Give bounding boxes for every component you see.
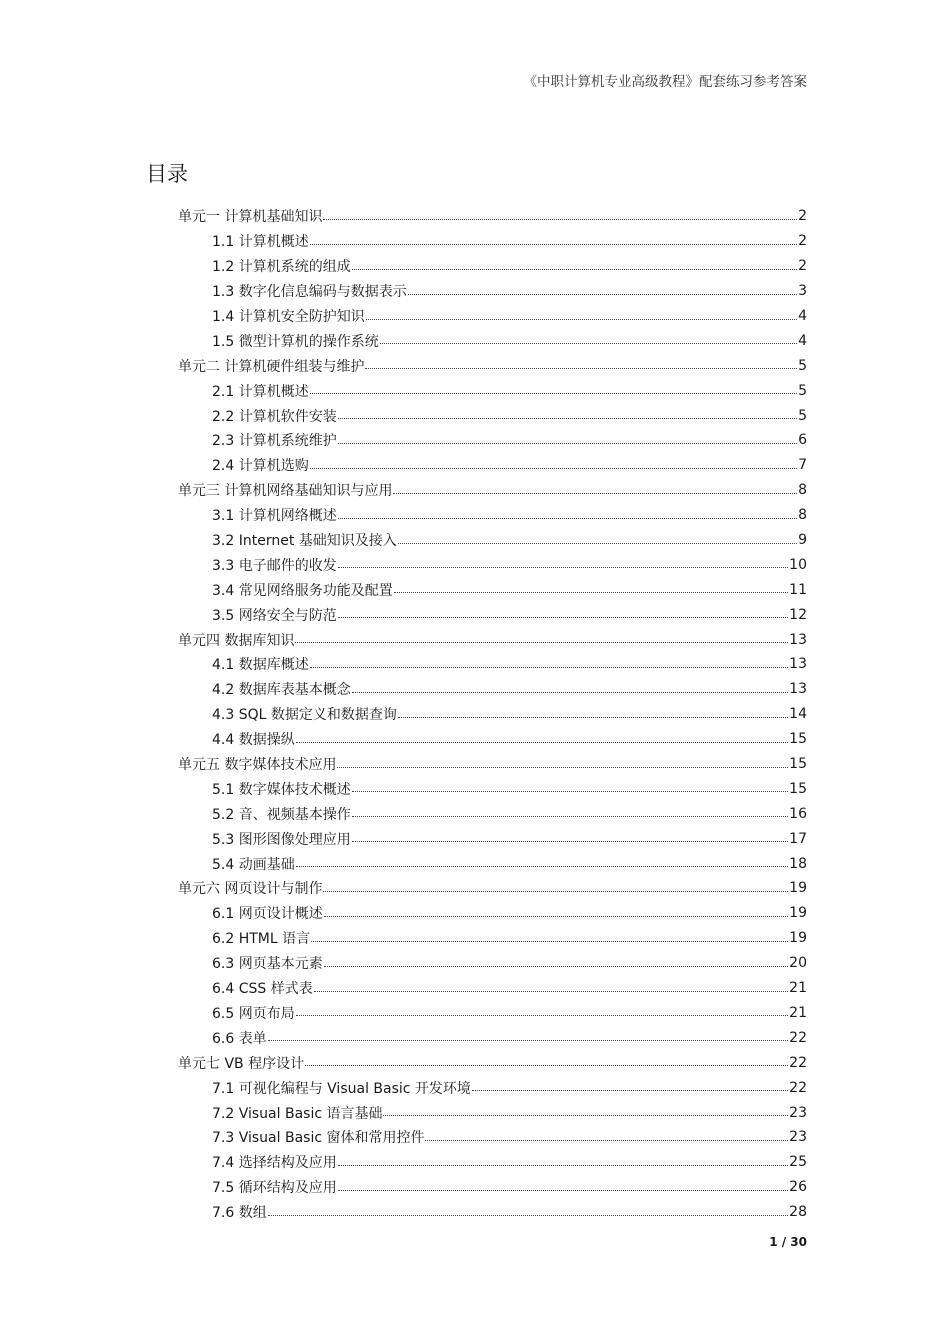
toc-entry-label: 2.2 计算机软件安装 <box>212 408 337 425</box>
page-number: 1 / 30 <box>769 1235 807 1249</box>
toc-entry-label: 1.3 数字化信息编码与数据表示 <box>212 284 407 301</box>
toc-entry-label: 6.6 表单 <box>212 1030 267 1047</box>
toc-dot-leader <box>310 653 788 668</box>
toc-dot-leader <box>352 777 788 792</box>
toc-dot-leader <box>324 902 788 917</box>
toc-entry-section[interactable] <box>178 304 807 329</box>
toc-entry-label: 2.4 计算机选购 <box>212 458 309 475</box>
toc-dot-leader <box>352 827 788 842</box>
toc-entry-section[interactable] <box>178 727 807 752</box>
toc-entry-section[interactable] <box>178 1001 807 1026</box>
toc-entry-section[interactable] <box>178 826 807 851</box>
toc-entry-page-number: 22 <box>789 1054 807 1071</box>
toc-entry-page-number: 19 <box>789 880 807 897</box>
toc-entry-label: 单元三 计算机网络基础知识与应用 <box>178 483 393 500</box>
toc-entry-label: 5.2 音、视频基本操作 <box>212 806 351 823</box>
toc-entry-label: 3.5 网络安全与防范 <box>212 607 337 624</box>
toc-entry-page-number: 7 <box>798 457 807 474</box>
toc-entry-page-number: 22 <box>789 1079 807 1096</box>
toc-entry-page-number: 15 <box>789 731 807 748</box>
toc-entry-section[interactable] <box>178 851 807 876</box>
toc-dot-leader <box>296 1001 788 1016</box>
toc-dot-leader <box>296 728 788 743</box>
toc-dot-leader <box>338 1176 788 1191</box>
toc-dot-leader <box>408 280 797 295</box>
toc-entry-label: 5.1 数字媒体技术概述 <box>212 781 351 798</box>
toc-entry-section[interactable] <box>178 577 807 602</box>
toc-entry-section[interactable] <box>178 528 807 553</box>
toc-entry-page-number: 22 <box>789 1029 807 1046</box>
toc-entry-label: 6.5 网页布局 <box>212 1005 295 1022</box>
toc-entry-label: 7.3 Visual Basic 窗体和常用控件 <box>212 1130 425 1147</box>
toc-dot-leader <box>365 354 797 369</box>
toc-entry-label: 4.1 数据库概述 <box>212 657 309 674</box>
toc-dot-leader <box>305 1051 788 1066</box>
toc-entry-page-number: 2 <box>798 208 807 225</box>
toc-entry-label: 4.2 数据库表基本概念 <box>212 682 351 699</box>
toc-dot-leader <box>338 504 797 519</box>
toc-entry-section[interactable] <box>178 677 807 702</box>
toc-entry-page-number: 15 <box>789 756 807 773</box>
toc-entry-page-number: 2 <box>798 233 807 250</box>
toc-entry-label: 单元二 计算机硬件组装与维护 <box>178 358 365 375</box>
toc-entry-section[interactable] <box>178 652 807 677</box>
toc-entry-label: 4.4 数据操纵 <box>212 732 295 749</box>
toc-entry-unit[interactable] <box>178 627 807 652</box>
toc-dot-leader <box>338 553 788 568</box>
toc-dot-leader <box>472 1076 788 1091</box>
toc-entry-page-number: 12 <box>789 606 807 623</box>
toc-entry-page-number: 28 <box>789 1204 807 1221</box>
running-header: 《中职计算机专业高级教程》配套练习参考答案 <box>523 74 807 90</box>
toc-dot-leader <box>380 329 797 344</box>
toc-entry-label: 1.5 微型计算机的操作系统 <box>212 333 379 350</box>
toc-entry-label: 5.3 图形图像处理应用 <box>212 831 351 848</box>
toc-entry-section[interactable] <box>178 801 807 826</box>
toc-dot-leader <box>337 753 788 768</box>
toc-entry-section[interactable] <box>178 602 807 627</box>
toc-title: 目录 <box>146 162 188 186</box>
toc-dot-leader <box>352 255 797 270</box>
toc-dot-leader <box>310 230 797 245</box>
toc-entry-page-number: 17 <box>789 830 807 847</box>
toc-entry-page-number: 4 <box>798 308 807 324</box>
toc-dot-leader <box>338 404 797 419</box>
toc-entry-unit[interactable] <box>178 1050 807 1075</box>
toc-entry-label: 单元一 计算机基础知识 <box>178 209 323 226</box>
toc-entry-page-number: 23 <box>789 1104 807 1121</box>
toc-entry-label: 6.3 网页基本元素 <box>212 956 323 973</box>
toc-dot-leader <box>393 479 797 494</box>
toc-entry-label: 3.3 电子邮件的收发 <box>212 557 337 574</box>
toc-entry-page-number: 5 <box>798 382 807 399</box>
toc-entry-page-number: 25 <box>789 1154 807 1171</box>
toc-entry-section[interactable] <box>178 1125 807 1150</box>
toc-entry-section[interactable] <box>178 503 807 528</box>
toc-dot-leader <box>310 379 797 394</box>
toc-entry-page-number: 21 <box>789 980 807 997</box>
toc-entry-page-number: 14 <box>789 706 807 723</box>
toc-entry-unit[interactable] <box>178 876 807 901</box>
toc-entry-label: 4.3 SQL 数据定义和数据查询 <box>212 707 397 724</box>
toc-entry-label: 单元七 VB 程序设计 <box>178 1055 305 1072</box>
toc-entry-page-number: 5 <box>798 357 807 374</box>
toc-entry-section[interactable] <box>178 552 807 577</box>
toc-entry-label: 6.2 HTML 语言 <box>212 931 311 948</box>
toc-entry-page-number: 16 <box>789 805 807 822</box>
toc-entry-section[interactable] <box>178 1025 807 1050</box>
toc-dot-leader <box>398 529 797 544</box>
toc-entry-section[interactable] <box>178 328 807 353</box>
toc-dot-leader <box>323 205 797 220</box>
toc-entry-label: 6.4 CSS 样式表 <box>212 981 313 998</box>
toc-dot-leader <box>296 852 788 867</box>
toc-entry-section[interactable] <box>178 976 807 1001</box>
toc-entry-label: 1.1 计算机概述 <box>212 234 309 251</box>
toc-entry-page-number: 19 <box>789 930 807 947</box>
toc-entry-page-number: 2 <box>798 258 807 275</box>
toc-entry-section[interactable] <box>178 1075 807 1100</box>
toc-dot-leader <box>268 1201 788 1216</box>
toc-entry-page-number: 13 <box>789 656 807 673</box>
toc-entry-label: 7.2 Visual Basic 语言基础 <box>212 1105 383 1122</box>
toc-entry-label: 3.4 常见网络服务功能及配置 <box>212 582 393 599</box>
toc-entry-section[interactable] <box>178 776 807 801</box>
toc-entry-page-number: 26 <box>789 1179 807 1196</box>
toc-entry-label: 单元六 网页设计与制作 <box>178 881 323 898</box>
toc-entry-page-number: 13 <box>789 631 807 648</box>
toc-entry-label: 3.1 计算机网络概述 <box>212 508 337 525</box>
toc-entry-page-number: 8 <box>798 507 807 524</box>
toc-entry-section[interactable] <box>178 901 807 926</box>
toc-entry-label: 3.2 Internet 基础知识及接入 <box>212 533 397 550</box>
toc-entry-unit[interactable] <box>178 204 807 229</box>
toc-dot-leader <box>398 703 788 718</box>
toc-entry-section[interactable] <box>178 702 807 727</box>
toc-entry-label: 7.5 循环结构及应用 <box>212 1180 337 1197</box>
toc-dot-leader <box>295 628 788 643</box>
toc-entry-section[interactable] <box>178 1175 807 1200</box>
toc-dot-leader <box>314 977 788 992</box>
toc-dot-leader <box>394 578 788 593</box>
toc-entry-page-number: 23 <box>789 1129 807 1146</box>
toc-entry-section[interactable] <box>178 1200 807 1225</box>
toc-entry-page-number: 8 <box>798 482 807 499</box>
toc-entry-section[interactable] <box>178 229 807 254</box>
toc-entry-page-number: 15 <box>789 780 807 797</box>
toc-entry-page-number: 19 <box>789 905 807 922</box>
toc-entry-page-number: 21 <box>789 1004 807 1021</box>
toc-dot-leader <box>425 1126 788 1141</box>
toc-entry-section[interactable] <box>178 951 807 976</box>
toc-entry-label: 7.1 可视化编程与 Visual Basic 开发环境 <box>212 1080 471 1097</box>
toc-dot-leader <box>366 305 797 320</box>
toc-entry-page-number: 18 <box>789 855 807 872</box>
toc-dot-leader <box>383 1101 788 1116</box>
toc-dot-leader <box>338 603 788 618</box>
toc-entry-label: 5.4 动画基础 <box>212 856 295 873</box>
toc-entry-label: 单元五 数字媒体技术应用 <box>178 757 337 774</box>
toc-entry-label: 1.2 计算机系统的组成 <box>212 259 351 276</box>
toc-dot-leader <box>338 1151 788 1166</box>
toc-entry-label: 2.1 计算机概述 <box>212 383 309 400</box>
toc-entry-section[interactable] <box>178 1150 807 1175</box>
toc-entry-section[interactable] <box>178 254 807 279</box>
toc-entry-page-number: 13 <box>789 681 807 698</box>
toc-entry-section[interactable] <box>178 453 807 478</box>
toc-dot-leader <box>324 952 788 967</box>
toc-dot-leader <box>310 454 797 469</box>
toc-entry-section[interactable] <box>178 403 807 428</box>
toc-entry-page-number: 3 <box>798 283 807 300</box>
toc-entry-label: 2.3 计算机系统维护 <box>212 433 337 450</box>
toc-entry-section[interactable] <box>178 378 807 403</box>
toc-dot-leader <box>352 802 788 817</box>
toc-entry-page-number: 9 <box>798 532 807 549</box>
toc-dot-leader <box>311 927 788 942</box>
toc-entry-label: 单元四 数据库知识 <box>178 632 295 649</box>
toc-entry-section[interactable] <box>178 926 807 951</box>
toc-entry-unit[interactable] <box>178 752 807 777</box>
toc-entry-page-number: 11 <box>789 581 807 598</box>
toc-entry-label: 7.4 选择结构及应用 <box>212 1155 337 1172</box>
toc-entry-section[interactable] <box>178 428 807 453</box>
table-of-contents <box>178 204 807 1225</box>
toc-entry-unit[interactable] <box>178 478 807 503</box>
toc-entry-label: 7.6 数组 <box>212 1205 267 1222</box>
toc-entry-label: 6.1 网页设计概述 <box>212 906 323 923</box>
toc-entry-page-number: 6 <box>798 432 807 449</box>
toc-dot-leader <box>352 678 788 693</box>
toc-entry-page-number: 20 <box>789 955 807 972</box>
toc-entry-section[interactable] <box>178 1100 807 1125</box>
toc-entry-unit[interactable] <box>178 353 807 378</box>
toc-entry-label: 1.4 计算机安全防护知识 <box>212 309 365 325</box>
toc-entry-section[interactable] <box>178 279 807 304</box>
toc-dot-leader <box>338 429 797 444</box>
toc-entry-page-number: 4 <box>798 332 807 349</box>
toc-entry-page-number: 10 <box>789 556 807 573</box>
toc-entry-page-number: 5 <box>798 407 807 424</box>
toc-dot-leader <box>323 877 788 892</box>
toc-dot-leader <box>268 1026 788 1041</box>
